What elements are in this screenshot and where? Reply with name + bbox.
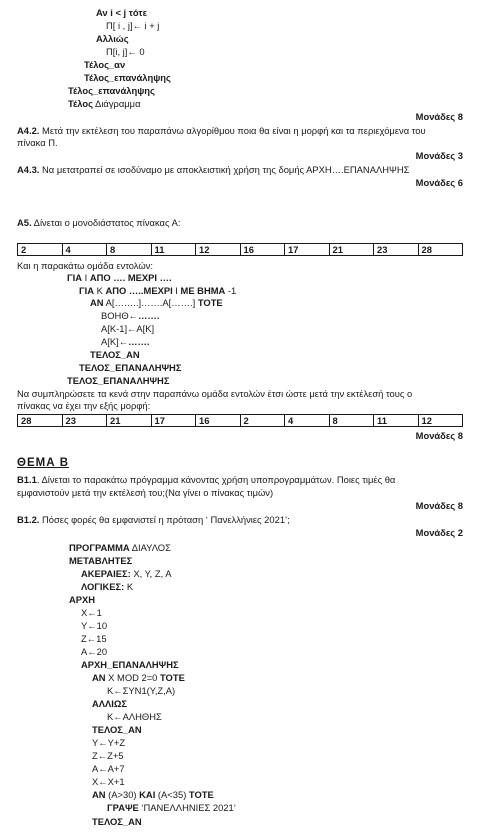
array-cell: 17 <box>285 244 330 256</box>
code-line-endif: ΤΕΛΟΣ_ΑΝ <box>90 349 140 360</box>
prog-if-2 <box>92 790 214 799</box>
prog-begin: ΑΡΧΗ <box>69 594 96 605</box>
assign-blank: ←……. <box>118 336 150 347</box>
question-a43 <box>17 165 409 174</box>
question-a42-text-2: πίνακα Π. <box>17 137 58 148</box>
kw-from-to: ΑΠΟ …. ΜΕΧΡΙ …. <box>89 272 172 283</box>
prog-bool-decl <box>81 582 133 591</box>
code-line-if <box>90 298 223 307</box>
code-line-for-k <box>79 286 236 295</box>
algo-line-if: Αν i < j τότε <box>96 7 148 18</box>
prog-line: K←ΣΥΝ1(Y,Z,A) <box>107 685 176 696</box>
array-cell: 21 <box>329 244 374 256</box>
array-cell: 23 <box>374 244 419 256</box>
fill-instruction-2: πίνακας να έχει την εξής μορφή: <box>17 400 151 411</box>
question-b12-number: Β1.2. <box>17 514 40 525</box>
array-cell: 16 <box>240 244 285 256</box>
code-line-for-i <box>67 273 172 282</box>
array-cell: 17 <box>151 415 196 427</box>
prog-line: K←ΑΛΗΘΗΣ <box>107 711 162 722</box>
array-cell: 11 <box>374 415 419 427</box>
prog-line: A←A+7 <box>92 763 125 774</box>
marks-a5: Μονάδες 8 <box>415 430 463 441</box>
var-k: Κ <box>94 285 106 296</box>
algo-line-endloop-outer: Τέλος_επανάληψης <box>68 85 155 96</box>
prog-repeat: ΑΡΧΗ_ΕΠΑΝΑΛΗΨΗΣ <box>81 659 179 670</box>
code-line-temp <box>101 311 159 320</box>
kw-integers: ΑΚΕΡΑΙΕΣ: <box>81 568 131 579</box>
algo-end-name: Διάγραμμα <box>92 98 141 109</box>
prog-else: ΑΛΛΙΩΣ <box>92 698 128 709</box>
var-i: Ι <box>172 285 181 296</box>
array-cell: 28 <box>418 244 463 256</box>
prog-endif-2: ΤΕΛΟΣ_ΑΝ <box>92 816 142 827</box>
cond-b: (A<35) <box>155 789 189 800</box>
if-condition: Α[……..]…….Α[…….] <box>103 297 198 308</box>
var-ak: Α[Κ] <box>101 336 119 347</box>
question-a42 <box>17 126 426 135</box>
prog-int-decl <box>81 569 172 578</box>
array-cell: 8 <box>107 244 152 256</box>
array-cell: 12 <box>196 244 241 256</box>
marks-a42: Μονάδες 3 <box>415 150 463 161</box>
code-line-endloop-k: ΤΕΛΟΣ_ΕΠΑΝΑΛΗΨΗΣ <box>79 362 182 373</box>
code-line-restore <box>101 337 149 346</box>
prog-if <box>92 673 185 682</box>
program-name: ΔΙΑΥΛΟΣ <box>129 542 171 553</box>
bool-vars: K <box>124 581 134 592</box>
marks-b11: Μονάδες 8 <box>415 500 463 511</box>
algo-line-endloop-inner: Τέλος_επανάληψης <box>84 72 171 83</box>
step-value: -1 <box>225 285 237 296</box>
question-b11-text: . Δίνεται το παρακάτω πρόγραμμα κάνοντας χρήση υποπρογραμμάτων. Ποιες τιμές θα <box>36 474 396 485</box>
prog-line: Y←Y+Z <box>92 737 126 748</box>
algo-line-assign-zero: Π[i, j]← 0 <box>106 46 145 57</box>
question-a42-text: Μετά την εκτέλεση του παραπάνω αλγορίθμου ποια θα είναι η μορφή και τα περιεχόμενα του <box>39 125 426 136</box>
kw-if: ΑΝ <box>92 672 106 683</box>
question-b11-number: Β1.1 <box>17 474 37 485</box>
question-a5-number: Α5. <box>17 217 32 228</box>
assign-blank: ←……. <box>128 310 160 321</box>
array-cell: 2 <box>240 415 285 427</box>
question-a5-text: Δίνεται ο μονοδιάστατος πίνακας Α: <box>31 217 181 228</box>
array-a-initial <box>17 243 463 256</box>
prog-line: Y←10 <box>81 620 108 631</box>
question-b12-text: Πόσες φορές θα εμφανιστεί η πρόταση ‘ Πανελλήνιες 2021’; <box>39 514 290 525</box>
write-string: ‘ΠΑΝΕΛΛΗΝΙΕΣ 2021’ <box>138 802 236 813</box>
array-cell: 23 <box>62 415 107 427</box>
kw-then: ΤΟΤΕ <box>197 297 223 308</box>
kw-program: ΠΡΟΓΡΑΜΜΑ <box>69 542 130 553</box>
kw-if: ΑΝ <box>92 789 106 800</box>
marks-b12: Μονάδες 2 <box>415 527 463 538</box>
kw-then: ΤΟΤΕ <box>160 672 185 683</box>
prog-line: X←1 <box>81 607 102 618</box>
question-a43-text: Να μετατραπεί σε ισοδύναμο με αποκλειστική χρήση της δομής ΑΡΧΗ….ΕΠΑΝΑΛΗΨΗΣ <box>39 164 410 175</box>
prog-vars: ΜΕΤΑΒΛΗΤΕΣ <box>69 555 133 566</box>
marks-a43: Μονάδες 6 <box>415 177 463 188</box>
question-a5 <box>17 218 180 227</box>
prog-line: Z←15 <box>81 633 107 644</box>
if-condition: X MOD 2=0 <box>105 672 160 683</box>
array-cell: 2 <box>18 244 63 256</box>
kw-and: ΚΑΙ <box>139 789 156 800</box>
array-cell: 21 <box>107 415 152 427</box>
kw-then: ΤΟΤΕ <box>188 789 214 800</box>
array-cell: 12 <box>418 415 463 427</box>
section-heading: ΘΕΜΑ Β <box>17 457 69 469</box>
kw-write: ΓΡΑΨΕ <box>107 802 139 813</box>
algo-line-assign: Π[ i , j]← i + j <box>106 20 160 31</box>
marks-a41: Μονάδες 8 <box>415 111 463 122</box>
array-cell: 4 <box>285 415 330 427</box>
code-line-endloop-i: ΤΕΛΟΣ_ΕΠΑΝΑΛΗΨΗΣ <box>67 375 170 386</box>
array-cell: 8 <box>329 415 374 427</box>
prog-line: Z←Z+5 <box>92 750 124 761</box>
question-a43-number: Α4.3. <box>17 164 40 175</box>
prog-line: X←X+1 <box>92 776 125 787</box>
code-line-shift: Α[Κ-1]←Α[Κ] <box>101 323 155 334</box>
algo-line-else: Αλλιώς <box>96 33 129 44</box>
fill-instruction: Να συμπληρώσετε τα κενά στην παραπάνω ομάδα εντολών έτσι ώστε μετά την εκτέλεσή τους ο <box>17 388 413 399</box>
algo-line-endif: Τέλος_αν <box>84 59 126 70</box>
cond-a: (A>30) <box>105 789 140 800</box>
kw-if: ΑΝ <box>90 297 104 308</box>
kw-for: ΓΙΑ <box>79 285 95 296</box>
question-b11 <box>17 475 395 484</box>
algo-end-keyword: Τέλος <box>68 98 93 109</box>
question-b11-text-2: εμφανιστούν μετά την εκτέλεσή του;(Να γίνει ο πίνακας τιμών) <box>17 487 274 498</box>
kw-from-to: ΑΠΟ …..ΜΕΧΡΙ <box>105 285 173 296</box>
question-b12 <box>17 515 290 524</box>
question-a42-number: Α4.2. <box>17 125 40 136</box>
array-cell: 28 <box>18 415 63 427</box>
var-temp: ΒΟΗΘ <box>101 310 129 321</box>
kw-logicals: ΛΟΓΙΚΕΣ: <box>81 581 125 592</box>
prog-line: A←20 <box>81 646 108 657</box>
kw-for: ΓΙΑ <box>67 272 83 283</box>
algo-line-end <box>68 99 140 108</box>
var-i: Ι <box>82 272 90 283</box>
array-cell: 11 <box>151 244 196 256</box>
array-cell: 16 <box>196 415 241 427</box>
int-vars: X, Y, Z, A <box>130 568 172 579</box>
kw-step: ΜΕ ΒΗΜΑ <box>180 285 226 296</box>
prog-header <box>69 543 171 552</box>
prog-endif: ΤΕΛΟΣ_ΑΝ <box>92 724 142 735</box>
code-intro: Και η παρακάτω ομάδα εντολών: <box>17 260 153 271</box>
array-a-final <box>17 414 463 427</box>
array-cell: 4 <box>62 244 107 256</box>
prog-write <box>107 803 236 812</box>
